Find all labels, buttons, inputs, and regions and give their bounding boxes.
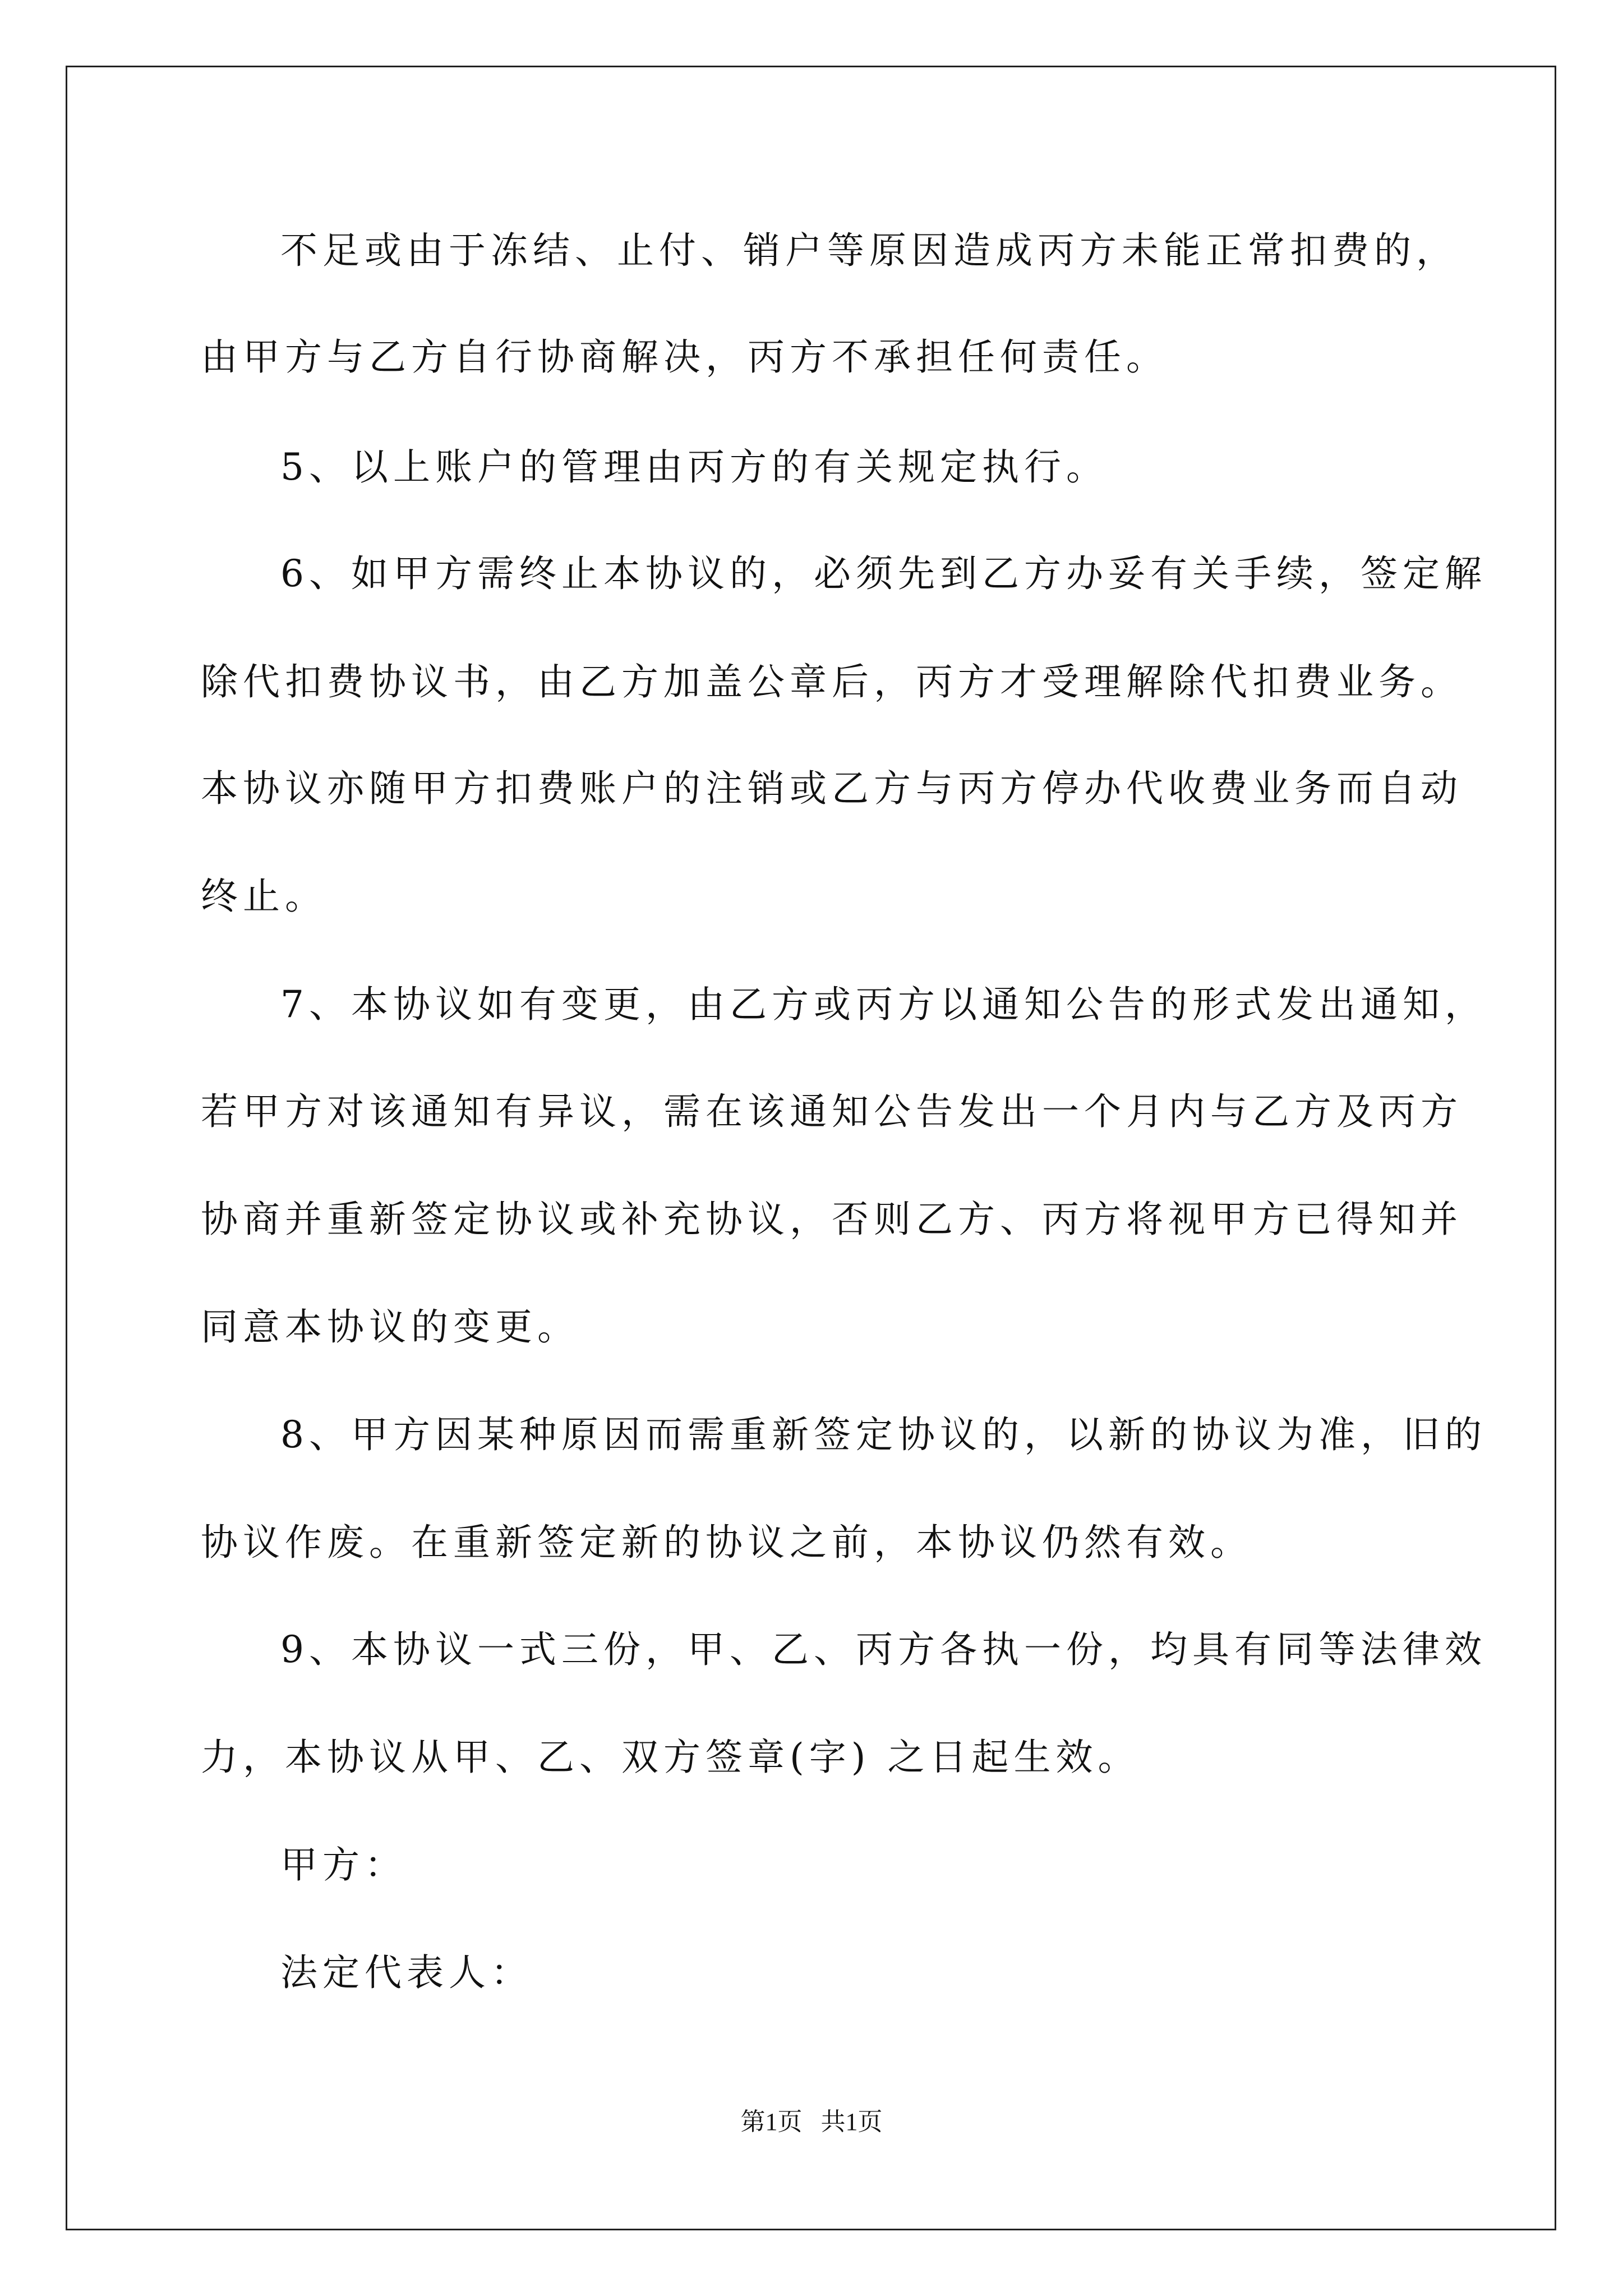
text-line: 6、如甲方需终止本协议的，必须先到乙方办妥有关手续，签定解 [280,552,1487,595]
text-line: 由甲方与乙方自行协商解决，丙方不承担任何责任。 [201,335,1168,379]
text-line: 8、甲方因某种原因而需重新签定协议的，以新的协议为准，旧的 [280,1413,1487,1456]
text-line: 7、本协议如有变更，由乙方或丙方以通知公告的形式发出通知， [280,983,1487,1026]
text-line: 协议作废。在重新签定新的协议之前，本协议仍然有效。 [201,1521,1252,1564]
text-line: 9、本协议一式三份，甲、乙、丙方各执一份，均具有同等法律效 [280,1628,1487,1671]
text-line: 力，本协议从甲、乙、双方签章(字) 之日起生效。 [201,1736,1140,1779]
page-footer: 第1页 共1页 [740,2108,883,2136]
page-border [66,66,1556,2230]
text-line: 不足或由于冻结、止付、销户等原因造成丙方未能正常扣费的， [280,229,1458,272]
text-line: 协商并重新签定协议或补充协议，否则乙方、丙方将视甲方已得知并 [201,1198,1463,1241]
text-line: 5、以上账户的管理由丙方的有关规定执行。 [280,445,1108,489]
text-line: 若甲方对该通知有异议，需在该通知公告发出一个月内与乙方及丙方 [201,1090,1463,1133]
text-line: 除代扣费协议书，由乙方加盖公章后，丙方才受理解除代扣费业务。 [201,660,1463,703]
text-line: 本协议亦随甲方扣费账户的注销或乙方与丙方停办代收费业务而自动 [201,767,1463,810]
legal-representative-label: 法定代表人： [280,1951,533,1994]
text-line: 终止。 [201,875,327,918]
text-line: 同意本协议的变更。 [201,1305,579,1349]
party-a-label: 甲方： [280,1843,407,1887]
